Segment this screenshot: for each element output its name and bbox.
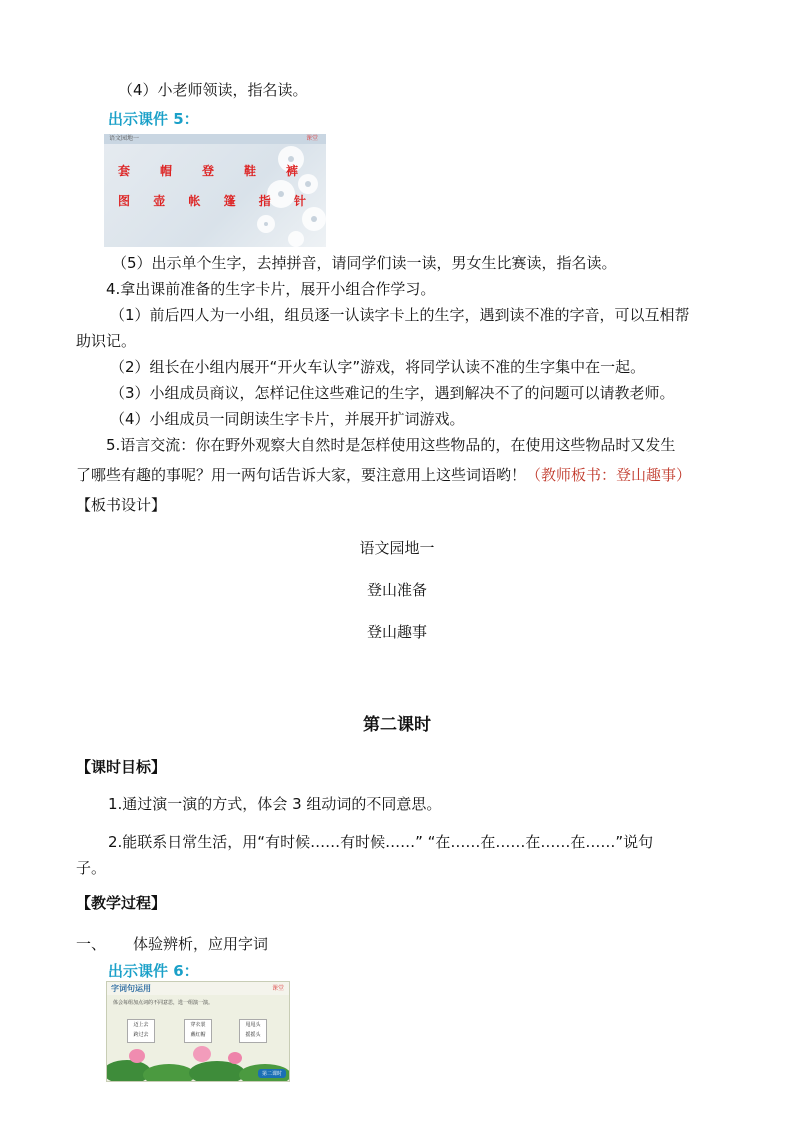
courseware-6-slide bbox=[106, 981, 290, 1082]
char: 篷 bbox=[223, 194, 236, 208]
courseware-6-label: 出示课件 6： bbox=[108, 962, 199, 980]
board-line-3: 登山趣事 bbox=[366, 623, 427, 641]
slide6-box-2 bbox=[184, 1019, 212, 1043]
step-s5b-text: 了哪些有趣的事呢？用一两句话告诉大家，要注意用上这些词语哟！ bbox=[76, 466, 527, 484]
char: 登 bbox=[201, 164, 214, 178]
char: 壶 bbox=[153, 194, 166, 208]
box-text: 跨过去 bbox=[133, 1032, 149, 1038]
lesson2-title: 第二课时 bbox=[363, 715, 431, 735]
box-text: 戴红帽 bbox=[190, 1032, 206, 1038]
slide6-box-1 bbox=[127, 1019, 155, 1043]
courseware-5-label: 出示课件 5： bbox=[108, 110, 199, 128]
step-p5: （5）出示单个生字，去掉拼音，请同学们读一读，男女生比赛读，指名读。 bbox=[112, 254, 617, 272]
group-step-3: （3）小组成员商议，怎样记住这些难记的生字，遇到解决不了的问题可以请教老师。 bbox=[110, 384, 675, 402]
courseware-5-slide bbox=[104, 134, 326, 247]
char: 套 bbox=[118, 164, 131, 178]
step-s5a: 5.语言交流：你在野外观察大自然时是怎样使用这些物品的，在使用这些物品时又发生 bbox=[106, 436, 676, 454]
box-text: 迈上去 bbox=[133, 1022, 149, 1028]
char: 鞋 bbox=[243, 164, 256, 178]
char: 帐 bbox=[188, 194, 201, 208]
char: 帽 bbox=[159, 164, 172, 178]
char: 指 bbox=[258, 194, 271, 208]
step-s5b bbox=[76, 465, 691, 485]
goal-1: 1.通过演一演的方式，体会 3 组动词的不同意思。 bbox=[108, 795, 442, 813]
board-line-1: 语文园地一 bbox=[359, 539, 435, 557]
box-text: 摇摇头 bbox=[245, 1032, 261, 1038]
step1-title: 体验辨析，应用字词 bbox=[133, 935, 269, 953]
goal-2a: 2.能联系日常生活，用“有时候……有时候……” “在……在……在……在……”说句 bbox=[108, 833, 654, 851]
slide6-instruction: 体会每组加点词的不同意思，选一组演一演。 bbox=[113, 1000, 214, 1006]
slide6-box-3 bbox=[239, 1019, 267, 1043]
slide-header-text: 语文园地一 bbox=[109, 135, 140, 142]
group-step-4: （4）小组成员一同朗读生字卡片，并展开扩词游戏。 bbox=[110, 410, 465, 428]
process-heading: 【教学过程】 bbox=[76, 894, 167, 912]
slide6-title: 字词句运用 bbox=[111, 984, 151, 993]
board-note: （教师板书：登山趣事） bbox=[526, 466, 692, 484]
char: 针 bbox=[293, 194, 306, 208]
slide6-next-button[interactable]: 第二课时 bbox=[258, 1069, 286, 1078]
char: 裤 bbox=[285, 164, 298, 178]
goal-2b: 子。 bbox=[76, 859, 107, 877]
group-step-1b: 助识记。 bbox=[76, 332, 137, 350]
group-step-2: （2）组长在小组内展开“开火车认字”游戏，将同学认读不准的生字集中在一起。 bbox=[110, 358, 646, 376]
goals-heading: 【课时目标】 bbox=[76, 758, 167, 776]
box-text: 穿衣裳 bbox=[190, 1022, 206, 1028]
step-s4: 4.拿出课前准备的生字卡片，展开小组合作学习。 bbox=[106, 280, 436, 298]
board-line-2: 登山准备 bbox=[366, 581, 427, 599]
slide5-row1 bbox=[118, 162, 298, 179]
slide-brand: 课堂 bbox=[305, 135, 318, 142]
board-heading: 【板书设计】 bbox=[76, 496, 167, 514]
step-p4: （4）小老师领读，指名读。 bbox=[118, 81, 308, 99]
slide6-brand: 课堂 bbox=[271, 985, 284, 992]
box-text: 甩甩头 bbox=[245, 1022, 261, 1028]
group-step-1a: （1）前后四人为一小组，组员逐一认读字卡上的生字，遇到读不准的字音，可以互相帮 bbox=[110, 306, 690, 324]
char: 图 bbox=[118, 194, 131, 208]
slide5-row2 bbox=[118, 192, 306, 209]
step1-number: 一、 bbox=[76, 935, 107, 953]
